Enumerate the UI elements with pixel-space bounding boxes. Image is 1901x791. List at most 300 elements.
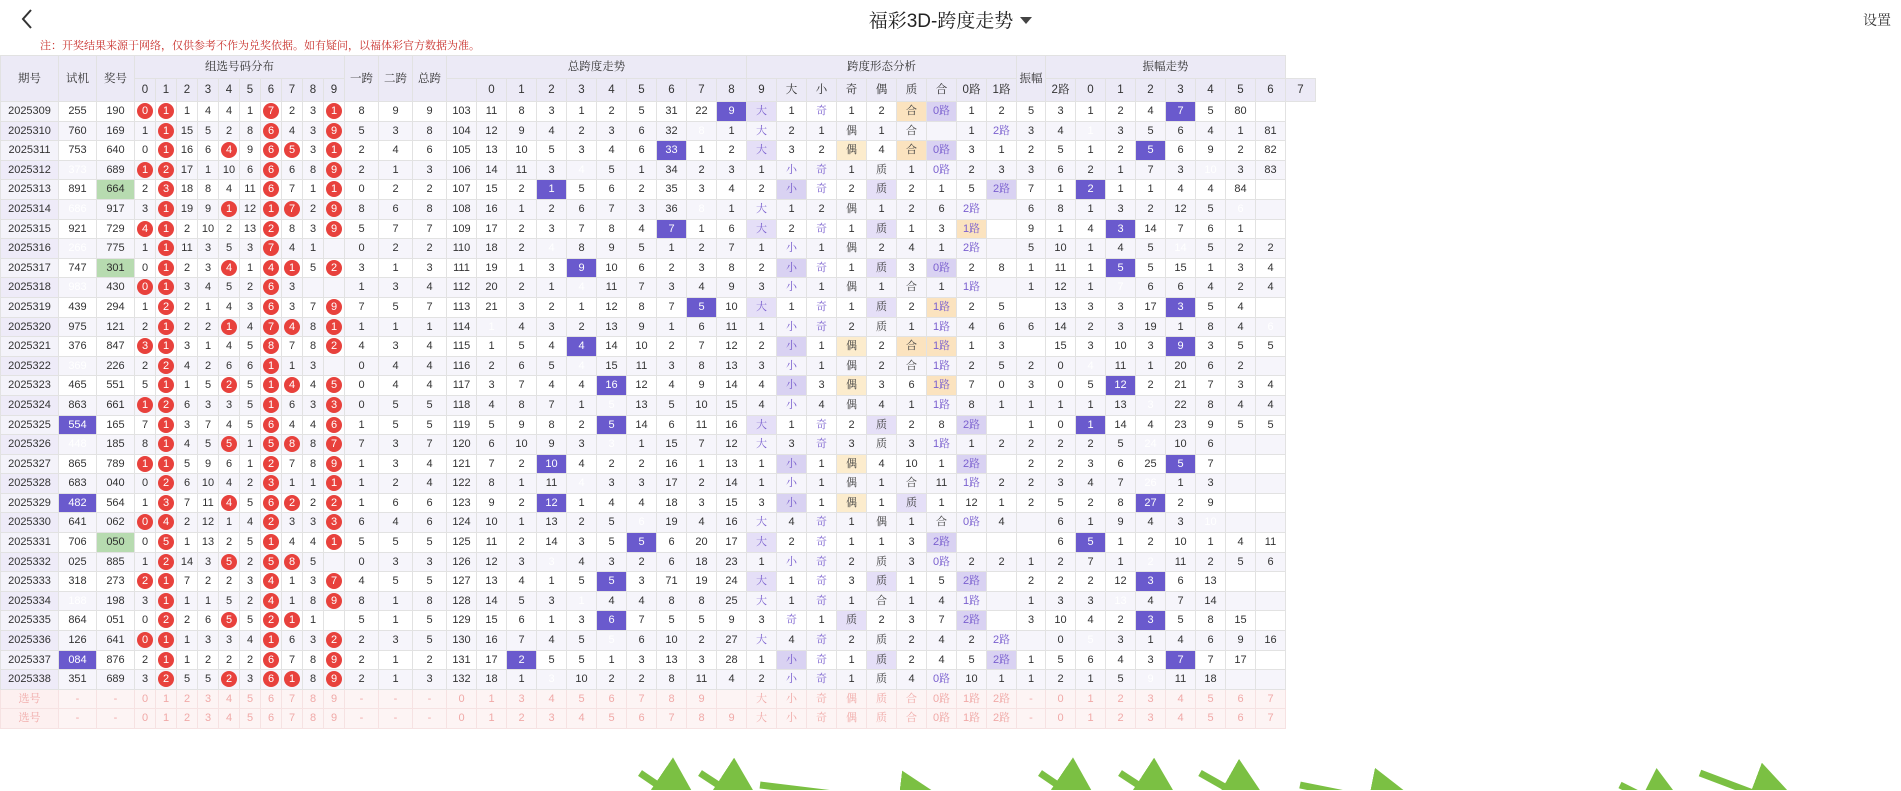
table-body[interactable] — [1, 102, 1316, 729]
top-bar — [0, 0, 1901, 38]
cell-issue[interactable]: 2025309 — [1, 102, 59, 122]
cell-vibration — [1017, 297, 1046, 317]
col-vibration: 振幅 — [1017, 56, 1046, 102]
cell-shape-1: 小 — [777, 395, 807, 415]
cell-amp-3: 1 — [1136, 631, 1166, 651]
cell-preview-trend-2[interactable]: 4 — [537, 689, 567, 709]
cell-span1: 1 — [345, 415, 379, 435]
cell-issue[interactable]: 2025312 — [1, 160, 59, 180]
cell-preview-trend-8[interactable] — [717, 689, 747, 709]
cell-shape-6: 4 — [927, 631, 957, 651]
cell-issue[interactable]: 2025318 — [1, 278, 59, 298]
cell-trend-6: 35 — [657, 180, 687, 200]
cell-preview-dist-7[interactable]: 7 — [282, 689, 303, 709]
cell-shape-0: 2 — [747, 258, 777, 278]
value-chip: 2 — [263, 612, 279, 628]
cell-trend-2: 3 — [537, 552, 567, 572]
cell-vibration: 1 — [1017, 552, 1046, 572]
cell-shape-5: 合 — [897, 337, 927, 357]
table-row[interactable] — [1, 415, 1316, 435]
cell-shape-4: 1 — [867, 474, 897, 494]
cell-preview-amp-7[interactable]: 7 — [1256, 709, 1286, 729]
cell-issue[interactable]: 2025337 — [1, 650, 59, 670]
cell-amp-1: 3 — [1076, 591, 1106, 611]
cell-preview-shape-8[interactable]: 2路 — [987, 689, 1017, 709]
table-row[interactable] — [1, 278, 1316, 298]
cell-shape-6: 1路 — [927, 317, 957, 337]
trend-table-wrap[interactable] — [0, 55, 1901, 790]
cell-span-total: 4 — [413, 474, 447, 494]
table-row[interactable] — [1, 376, 1316, 396]
cell-dist-7: 7 — [282, 454, 303, 474]
cell-trend-7: 22 — [687, 102, 717, 122]
cell-trend-3: 1 — [567, 395, 597, 415]
cell-issue[interactable]: 2025325 — [1, 415, 59, 435]
cell-dist-6 — [261, 513, 282, 533]
subcol-shape-奇: 奇 — [837, 79, 867, 102]
cell-shape-1: 2 — [777, 219, 807, 239]
table-row[interactable] — [1, 219, 1316, 239]
table-row[interactable] — [1, 356, 1316, 376]
cell-test: 188 — [59, 591, 97, 611]
cell-preview-amp-6[interactable]: 6 — [1226, 709, 1256, 729]
cell-preview-trend-7[interactable]: 8 — [687, 709, 717, 729]
value-chip: 1 — [284, 612, 300, 628]
cell-amp-5: 6 — [1196, 356, 1226, 376]
cell-issue[interactable]: 2025319 — [1, 297, 59, 317]
table-row[interactable] — [1, 474, 1316, 494]
subcol-shape-合: 合 — [927, 79, 957, 102]
cell-trend-8: 15 — [717, 395, 747, 415]
cell-span2: 9 — [379, 102, 413, 122]
cell-issue[interactable]: 2025338 — [1, 670, 59, 690]
cell-preview-trend-1[interactable]: 3 — [507, 689, 537, 709]
table-row[interactable] — [1, 258, 1316, 278]
cell-preview-dist-2[interactable]: 2 — [177, 709, 198, 729]
cell-shape-2: 奇 — [807, 297, 837, 317]
cell-span-total: 9 — [413, 102, 447, 122]
cell-amp-1: 5 — [1076, 533, 1106, 553]
cell-shape-2: 奇 — [807, 160, 837, 180]
cell-trend-4: 3 — [597, 552, 627, 572]
cell-issue[interactable]: 2025320 — [1, 317, 59, 337]
cell-trend-5: 5 — [627, 239, 657, 259]
table-row[interactable] — [1, 337, 1316, 357]
cell-shape-5: 3 — [897, 552, 927, 572]
cell-trend-4: 2 — [597, 454, 627, 474]
cell-preview-shape-0[interactable]: 大 — [747, 689, 777, 709]
settings-button[interactable]: 设置 — [1863, 12, 1891, 28]
cell-preview-dist-8[interactable]: 8 — [303, 689, 324, 709]
cell-dist-1 — [156, 278, 177, 298]
cell-preview-shape-4[interactable]: 质 — [867, 689, 897, 709]
cell-trend-1: 10 — [507, 435, 537, 455]
table-row[interactable] — [1, 239, 1316, 259]
table-row[interactable] — [1, 102, 1316, 122]
cell-preview-dist-9[interactable]: 9 — [324, 689, 345, 709]
cell-issue[interactable]: 2025326 — [1, 435, 59, 455]
cell-amp-3: 2 — [1136, 376, 1166, 396]
cell-prize: 661 — [97, 395, 135, 415]
cell-issue[interactable]: 2025316 — [1, 239, 59, 259]
cell-dist-4 — [219, 435, 240, 455]
cell-preview-dist-7[interactable]: 7 — [282, 709, 303, 729]
cell-dist-5: 2 — [240, 474, 261, 494]
cell-preview-amp-1[interactable]: 1 — [1076, 689, 1106, 709]
cell-preview-dist-6[interactable]: 6 — [261, 689, 282, 709]
cell-amp-2: 3 — [1106, 199, 1136, 219]
cell-span1: 5 — [345, 219, 379, 239]
cell-dist-9 — [324, 454, 345, 474]
cell-preview-amp-7[interactable]: 7 — [1256, 689, 1286, 709]
cell-issue[interactable]: 2025327 — [1, 454, 59, 474]
value-chip: 3 — [326, 514, 342, 530]
value-chip: 1 — [326, 475, 342, 491]
cell-test: 465 — [59, 376, 97, 396]
cell-shape-8: 1 — [987, 670, 1017, 690]
cell-preview-amp-5[interactable]: 5 — [1196, 689, 1226, 709]
cell-trend-1: 4 — [507, 572, 537, 592]
cell-amp-2: 3 — [1106, 219, 1136, 239]
cell-preview-trend-3[interactable]: 5 — [567, 689, 597, 709]
cell-preview-dist-3[interactable]: 3 — [198, 709, 219, 729]
cell-dist-6 — [261, 239, 282, 259]
table-row[interactable] — [1, 493, 1316, 513]
cell-dist-0: 1 — [135, 121, 156, 141]
cell-preview-dist-4[interactable]: 4 — [219, 709, 240, 729]
cell-span-total: 2 — [413, 650, 447, 670]
cell-dist-2: 2 — [177, 258, 198, 278]
cell-preview-shape-4[interactable]: 质 — [867, 709, 897, 729]
cell-preview-shape-0[interactable]: 大 — [747, 709, 777, 729]
table-row[interactable] — [1, 631, 1316, 651]
cell-amp-5: 5 — [1196, 199, 1226, 219]
table-row[interactable] — [1, 141, 1316, 161]
cell-preview-amp-3[interactable]: 3 — [1136, 709, 1166, 729]
cell-shape-8: 2路 — [987, 121, 1017, 141]
cell-dist-1 — [156, 121, 177, 141]
cell-preview-dist-6[interactable]: 6 — [261, 709, 282, 729]
cell-issue[interactable]: 2025324 — [1, 395, 59, 415]
cell-preview-dist-4[interactable]: 4 — [219, 689, 240, 709]
cell-preview-trend-6[interactable]: 7 — [657, 709, 687, 729]
cell-shape-8: 2路 — [987, 650, 1017, 670]
cell-preview-amp-2[interactable]: 2 — [1106, 689, 1136, 709]
cell-preview-amp-5[interactable]: 5 — [1196, 709, 1226, 729]
cell-preview-trend-0[interactable]: 1 — [477, 709, 507, 729]
cell-preview-amp-2[interactable]: 2 — [1106, 709, 1136, 729]
cell-span-total: 1 — [413, 317, 447, 337]
cell-dist-4: 6 — [219, 454, 240, 474]
cell-issue[interactable]: 2025314 — [1, 199, 59, 219]
cell-amp-6 — [1226, 513, 1256, 533]
cell-shape-1: 小 — [777, 258, 807, 278]
value-chip: 4 — [158, 514, 174, 530]
cell-issue[interactable]: 2025321 — [1, 337, 59, 357]
cell-issue[interactable]: 2025322 — [1, 356, 59, 376]
cell-issue[interactable]: 2025323 — [1, 376, 59, 396]
table-row[interactable] — [1, 611, 1316, 631]
value-chip: 4 — [221, 495, 237, 511]
cell-dist-3: 5 — [198, 121, 219, 141]
table-row[interactable] — [1, 317, 1316, 337]
cell-preview-amp-1[interactable]: 1 — [1076, 709, 1106, 729]
cell-span-total: 8 — [413, 199, 447, 219]
subcol-trend-9: 9 — [747, 79, 777, 102]
cell-shape-5: 2 — [897, 180, 927, 200]
cell-preview-label[interactable]: 选号 — [1, 689, 59, 709]
cell-preview-dist-8[interactable]: 8 — [303, 709, 324, 729]
table-row[interactable] — [1, 533, 1316, 553]
cell-vibration — [1017, 513, 1046, 533]
cell-dist-9 — [324, 611, 345, 631]
cell-preview-trend-3[interactable]: 4 — [567, 709, 597, 729]
cell-preview-label[interactable]: 选号 — [1, 709, 59, 729]
cell-preview-shape-5[interactable]: 合 — [897, 689, 927, 709]
cell-test: 554 — [59, 415, 97, 435]
chevron-down-icon[interactable] — [1020, 17, 1032, 24]
cell-trend-7: 4 — [687, 278, 717, 298]
cell-span2: 5 — [379, 572, 413, 592]
cell-dist-7: 4 — [282, 415, 303, 435]
subcol-amp-3: 3 — [1166, 79, 1196, 102]
cell-shape-8: 2 — [987, 102, 1017, 122]
cell-preview-trend-6[interactable]: 8 — [657, 689, 687, 709]
table-row[interactable] — [1, 650, 1316, 670]
page-title[interactable] — [869, 6, 1033, 33]
cell-amp-3: 19 — [1136, 317, 1166, 337]
cell-preview-amp-0[interactable]: 0 — [1046, 709, 1076, 729]
cell-shape-4: 3 — [867, 376, 897, 396]
cell-shape-2: 奇 — [807, 631, 837, 651]
cell-dist-0: 1 — [135, 297, 156, 317]
cell-issue[interactable]: 2025317 — [1, 258, 59, 278]
cell-preview-trend-7[interactable]: 9 — [687, 689, 717, 709]
cell-preview-shape-2[interactable]: 奇 — [807, 689, 837, 709]
table-row[interactable] — [1, 552, 1316, 572]
cell-preview-shape-6[interactable]: 0路 — [927, 709, 957, 729]
value-chip: 2 — [221, 671, 237, 687]
cell-preview-dist-1[interactable]: 1 — [156, 709, 177, 729]
cell-dist-7: 7 — [282, 337, 303, 357]
cell-preview-dist-1[interactable]: 1 — [156, 689, 177, 709]
cell-issue[interactable]: 2025331 — [1, 533, 59, 553]
table-row[interactable] — [1, 670, 1316, 690]
cell-dist-7 — [282, 199, 303, 219]
cell-prize: 040 — [97, 474, 135, 494]
cell-issue[interactable]: 2025310 — [1, 121, 59, 141]
cell-shape-1: 1 — [777, 199, 807, 219]
cell-dist-8: 5 — [303, 552, 324, 572]
value-chip: 0 — [137, 514, 153, 530]
cell-amp-1: 1 — [1076, 258, 1106, 278]
cell-preview-shape-3[interactable]: 偶 — [837, 709, 867, 729]
table-row[interactable] — [1, 395, 1316, 415]
cell-issue[interactable]: 2025336 — [1, 631, 59, 651]
cell-issue[interactable]: 2025313 — [1, 180, 59, 200]
cell-test: 891 — [59, 180, 97, 200]
cell-dist-2: 1 — [177, 591, 198, 611]
cell-issue[interactable]: 2025328 — [1, 474, 59, 494]
cell-amp-3: 17 — [1136, 297, 1166, 317]
cell-shape-0: 大 — [747, 121, 777, 141]
table-row[interactable] — [1, 572, 1316, 592]
cell-shape-2: 2 — [807, 199, 837, 219]
cell-preview-shape-7[interactable]: 1路 — [957, 709, 987, 729]
cell-trend-2: 7 — [537, 395, 567, 415]
cell-dist-7 — [282, 141, 303, 161]
cell-trend-5: 2 — [627, 454, 657, 474]
cell-preview-amp-0[interactable]: 0 — [1046, 689, 1076, 709]
cell-shape-4: 质 — [867, 258, 897, 278]
cell-preview-trend-4[interactable]: 6 — [597, 689, 627, 709]
cell-trend-6: 6 — [657, 533, 687, 553]
cell-preview-dist-3[interactable]: 3 — [198, 689, 219, 709]
preview-row[interactable] — [1, 709, 1316, 729]
cell-prize: 876 — [97, 650, 135, 670]
cell-preview-trend-5[interactable]: 6 — [627, 709, 657, 729]
cell-shape-3: 偶 — [837, 141, 867, 161]
cell-dist-4 — [219, 199, 240, 219]
table-row[interactable] — [1, 435, 1316, 455]
cell-trend-2: 11 — [537, 474, 567, 494]
cell-preview-shape-6[interactable]: 0路 — [927, 689, 957, 709]
cell-trend-2: 13 — [537, 513, 567, 533]
cell-preview-trend-4[interactable]: 5 — [597, 709, 627, 729]
cell-prize: 789 — [97, 454, 135, 474]
cell-trend-4: 10 — [597, 258, 627, 278]
cell-preview-shape-1[interactable]: 小 — [777, 689, 807, 709]
cell-dist-8: 3 — [303, 513, 324, 533]
cell-issue[interactable]: 2025330 — [1, 513, 59, 533]
cell-issue[interactable]: 2025315 — [1, 219, 59, 239]
cell-preview-shape-1[interactable]: 小 — [777, 709, 807, 729]
cell-shape-2: 奇 — [807, 219, 837, 239]
subcol-shape-1路: 1路 — [987, 79, 1017, 102]
cell-shape-0: 2 — [747, 180, 777, 200]
cell-amp-6 — [1226, 572, 1256, 592]
cell-issue[interactable]: 2025311 — [1, 141, 59, 161]
table-row[interactable] — [1, 180, 1316, 200]
value-chip: 4 — [137, 221, 153, 237]
cell-issue[interactable]: 2025334 — [1, 591, 59, 611]
cell-dist-4 — [219, 376, 240, 396]
table-row[interactable] — [1, 591, 1316, 611]
cell-trend-1: 2 — [507, 239, 537, 259]
cell-preview-trend-0[interactable]: 1 — [477, 689, 507, 709]
cell-span2: 4 — [379, 141, 413, 161]
cell-amp-6: 3 — [1226, 376, 1256, 396]
cell-shape-5: 合 — [897, 102, 927, 122]
cell-preview-shape-3[interactable]: 偶 — [837, 689, 867, 709]
cell-preview-shape-7[interactable]: 1路 — [957, 689, 987, 709]
cell-preview-amp-3[interactable]: 3 — [1136, 689, 1166, 709]
cell-amp-3: 5 — [1136, 258, 1166, 278]
table-row[interactable] — [1, 297, 1316, 317]
cell-shape-4: 1 — [867, 278, 897, 298]
cell-preview-trend-1[interactable]: 2 — [507, 709, 537, 729]
cell-trend-8: 12 — [717, 337, 747, 357]
cell-preview-amp-6[interactable]: 6 — [1226, 689, 1256, 709]
cell-preview-span-total: - — [413, 709, 447, 729]
cell-preview-dist-2[interactable]: 2 — [177, 689, 198, 709]
cell-preview-trend-5[interactable]: 7 — [627, 689, 657, 709]
cell-preview-dist-0[interactable]: 0 — [135, 689, 156, 709]
table-row[interactable] — [1, 199, 1316, 219]
cell-preview-dist-5[interactable]: 5 — [240, 689, 261, 709]
preview-row[interactable] — [1, 689, 1316, 709]
cell-preview-shape-2[interactable]: 奇 — [807, 709, 837, 729]
subcol-shape-2路: 2路 — [1046, 79, 1076, 102]
cell-amp-7: 5 — [1256, 337, 1286, 357]
cell-amp-0: 2 — [1046, 670, 1076, 690]
cell-amp-2: 7 — [1106, 278, 1136, 298]
table-row[interactable] — [1, 513, 1316, 533]
cell-issue[interactable]: 2025332 — [1, 552, 59, 572]
cell-preview-shape-8[interactable]: 2路 — [987, 709, 1017, 729]
cell-trend-1: 2 — [507, 219, 537, 239]
cell-trend-4: 3 — [597, 474, 627, 494]
cell-dist-2: 2 — [177, 611, 198, 631]
cell-issue[interactable]: 2025335 — [1, 611, 59, 631]
cell-shape-0: 1 — [747, 552, 777, 572]
cell-shape-2: 奇 — [807, 317, 837, 337]
cell-amp-7 — [1256, 180, 1286, 200]
cell-preview-amp-4[interactable]: 4 — [1166, 709, 1196, 729]
cell-trend-1: 7 — [507, 376, 537, 396]
cell-preview-dist-9[interactable]: 9 — [324, 709, 345, 729]
cell-dist-1 — [156, 454, 177, 474]
table-row[interactable] — [1, 121, 1316, 141]
cell-shape-3: 偶 — [837, 278, 867, 298]
cell-preview-dist-5[interactable]: 5 — [240, 709, 261, 729]
cell-preview-trend-8[interactable]: 9 — [717, 709, 747, 729]
cell-trend-2: 3 — [537, 317, 567, 337]
cell-shape-7: 12 — [957, 493, 987, 513]
cell-trend-index: 125 — [447, 533, 477, 553]
cell-preview-amp-4[interactable]: 4 — [1166, 689, 1196, 709]
cell-trend-2: 10 — [537, 454, 567, 474]
cell-trend-7: 6 — [687, 317, 717, 337]
cell-trend-4: 4 — [597, 591, 627, 611]
cell-shape-4: 4 — [867, 141, 897, 161]
cell-dist-8: 8 — [303, 317, 324, 337]
col-issue[interactable]: 期号 — [1, 56, 59, 102]
value-chip: 2 — [326, 260, 342, 276]
cell-trend-1: 4 — [507, 317, 537, 337]
cell-issue[interactable]: 2025333 — [1, 572, 59, 592]
cell-amp-1: 4 — [1076, 474, 1106, 494]
cell-amp-4: 10 — [1166, 533, 1196, 553]
cell-vibration — [1017, 337, 1046, 357]
cell-preview-shape-5[interactable]: 合 — [897, 709, 927, 729]
table-row[interactable] — [1, 454, 1316, 474]
cell-shape-5: 3 — [897, 258, 927, 278]
value-chip: 1 — [263, 632, 279, 648]
cell-shape-8: 8 — [987, 258, 1017, 278]
table-row[interactable] — [1, 160, 1316, 180]
cell-issue[interactable]: 2025329 — [1, 493, 59, 513]
trend-table[interactable] — [0, 55, 1316, 729]
cell-amp-2: 1 — [1106, 533, 1136, 553]
cell-dist-1 — [156, 337, 177, 357]
value-chip: 2 — [158, 612, 174, 628]
value-chip: 1 — [263, 397, 279, 413]
value-chip: 1 — [284, 260, 300, 276]
back-icon[interactable] — [14, 6, 40, 32]
cell-preview-trend-2[interactable]: 3 — [537, 709, 567, 729]
cell-preview-dist-0[interactable]: 0 — [135, 709, 156, 729]
